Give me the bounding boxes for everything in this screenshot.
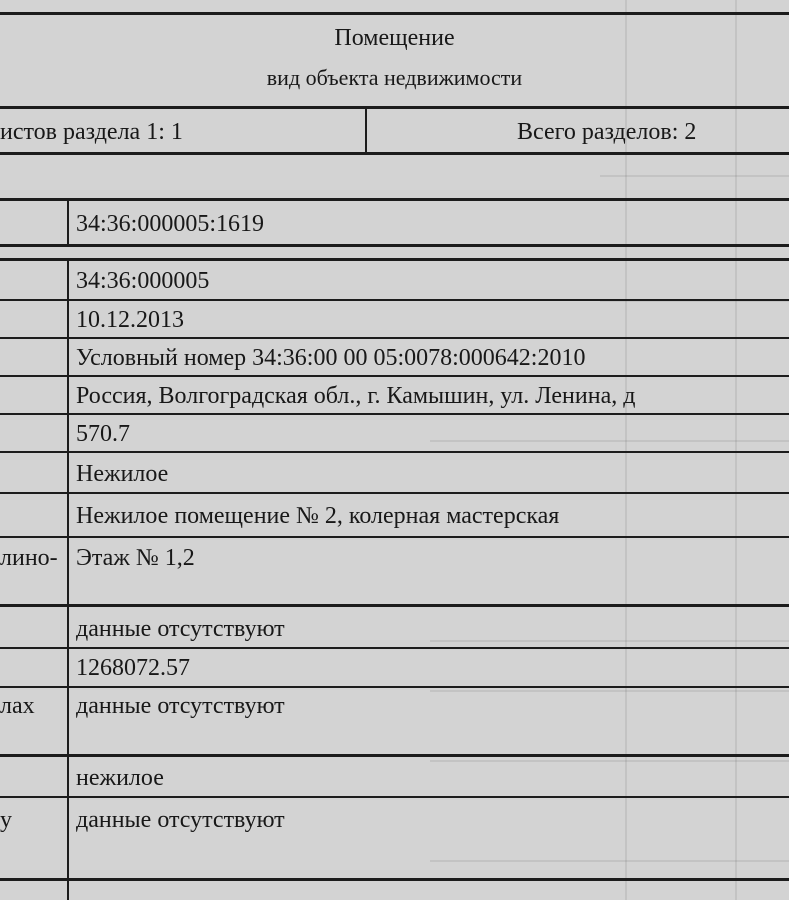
table1-bottom-rule: [0, 244, 789, 247]
row-rule-6: [0, 492, 789, 494]
row-rule-13: [0, 878, 789, 881]
top-rule: [0, 12, 789, 15]
last-label-fragment: у: [0, 807, 12, 833]
table2-column-divider: [67, 258, 69, 900]
row-rule-8: [0, 604, 789, 607]
cadastral-quarter-value: 34:36:000005: [76, 268, 210, 294]
purpose-value: Нежилое: [76, 461, 169, 487]
object-type-caption: вид объекта недвижимости: [266, 65, 523, 90]
row-rule-3: [0, 375, 789, 377]
floor-value: Этаж № 1,2: [76, 545, 195, 571]
table1-column-divider: [67, 198, 69, 246]
table1-top-rule: [0, 198, 789, 201]
premises-type-value: нежилое: [76, 765, 164, 791]
row-rule-7: [0, 536, 789, 538]
cadastral-number-value: 34:36:000005:1619: [76, 211, 265, 237]
table2-top-rule: [0, 258, 789, 261]
floor-label-fragment: лино-: [0, 545, 58, 571]
row-rule-12: [0, 796, 789, 798]
info-row-bottom-rule: [0, 152, 789, 155]
total-sections-count: Всего разделов: 2: [517, 119, 697, 145]
row-rule-10: [0, 686, 789, 688]
row-rule-2: [0, 337, 789, 339]
row-rule-4: [0, 413, 789, 415]
section-sheets-count: истов раздела 1: 1: [0, 119, 183, 145]
located-in-label-fragment: лах: [0, 693, 35, 719]
info-row-divider: [365, 106, 367, 154]
address-value: Россия, Волгоградская обл., г. Камышин, ул. Ленина, д: [76, 383, 636, 409]
object-kind-value: данные отсутствуют: [76, 616, 285, 642]
name-value: Нежилое помещение № 2, колерная мастерская: [76, 503, 560, 529]
object-type-title: Помещение: [334, 25, 455, 51]
row-rule-1: [0, 299, 789, 301]
located-in-value: данные отсутствуют: [76, 693, 285, 719]
previous-numbers-value: Условный номер 34:36:00 00 05:0078:000642:2010: [76, 345, 586, 371]
area-value: 570.7: [76, 421, 130, 447]
row-rule-9: [0, 647, 789, 649]
registration-date-value: 10.12.2013: [76, 307, 184, 333]
row-rule-11: [0, 754, 789, 757]
row-rule-5: [0, 451, 789, 453]
cadastral-value: 1268072.57: [76, 655, 190, 681]
last-row-value: данные отсутствуют: [76, 807, 285, 833]
info-row-top-rule: [0, 106, 789, 109]
